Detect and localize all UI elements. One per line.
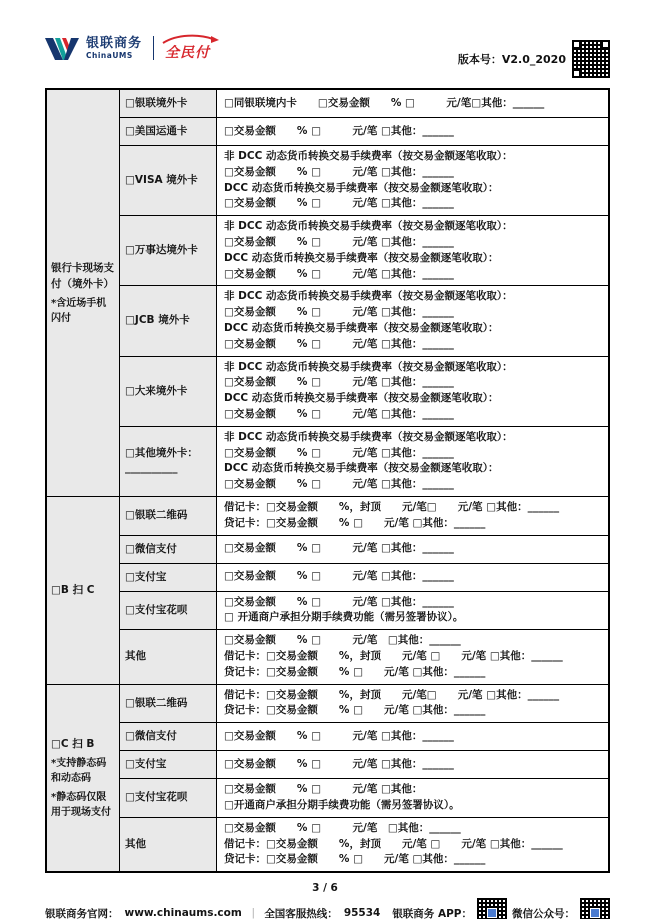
chinaums-logo-icon <box>45 35 79 61</box>
section-label-cell <box>47 90 120 496</box>
fee-row <box>120 497 608 535</box>
brand-lockup <box>45 34 210 62</box>
fee-row <box>120 356 608 426</box>
fee-line: □交易金额 % □ 元/笔 □其他：______ <box>224 595 454 608</box>
fee-detail-cell <box>217 146 608 215</box>
fee-row <box>120 90 608 117</box>
fee-row <box>120 750 608 778</box>
fee-line: 借记卡：□交易金额 %，封顶 元/笔□ 元/笔 □其他：______ <box>224 500 560 513</box>
fee-line: □交易金额 % □ 元/笔 □其他：______ <box>224 165 454 178</box>
fee-row <box>120 778 608 817</box>
fee-line: □交易金额 % □ 元/笔 □其他：______ <box>224 376 454 389</box>
fee-line: □ 开通商户承担分期手续费功能（需另签署协议）。 <box>224 611 464 624</box>
section-rows <box>120 90 608 496</box>
card-type-label: □银联二维码 <box>125 696 188 709</box>
fee-line: 借记卡：□交易金额 %，封顶 元/笔 □ 元/笔 □其他：______ <box>224 837 563 850</box>
fee-line: □交易金额 % □ 元/笔 □其他：______ <box>224 821 461 834</box>
header-right <box>458 40 610 78</box>
website-url: www.chinaums.com <box>124 907 242 919</box>
fee-line: □同银联境内卡 □交易金额 % □ 元/笔□其他：______ <box>224 96 545 109</box>
page-footer <box>0 894 650 919</box>
footer-divider: ｜ <box>247 907 259 919</box>
website-label: 银联商务官网： <box>45 907 119 919</box>
card-type-cell <box>120 118 217 145</box>
fee-row <box>120 591 608 630</box>
card-type-label: □支付宝花呗 <box>125 603 188 616</box>
brand-name-en: ChinaUMS <box>86 50 133 60</box>
card-type-cell <box>120 685 217 723</box>
fee-row <box>120 722 608 750</box>
section-rows <box>120 685 608 872</box>
card-type-cell <box>120 779 217 817</box>
section-title: 银行卡现场支付（境外卡） <box>51 261 114 290</box>
app-qr-code-icon <box>477 898 507 919</box>
fee-detail-cell <box>217 536 608 563</box>
fee-detail-cell <box>217 118 608 145</box>
fee-line: 贷记卡：□交易金额 % □ 元/笔 □其他：______ <box>224 665 486 678</box>
version-label: 版本号：V2.0_2020 <box>457 53 566 66</box>
fee-detail-cell <box>217 286 608 355</box>
hotline-number: 95534 <box>343 907 381 919</box>
card-type-cell <box>120 146 217 215</box>
section-note: *静态码仅限用于现场支付 <box>51 791 111 818</box>
fee-line: 非 DCC 动态货币转换交易手续费率（按交易金额逐笔收取）： <box>224 430 513 443</box>
fee-line: □交易金额 % □ 元/笔 □其他：______ <box>224 757 454 770</box>
fee-line: □交易金额 % □ 元/笔 □其他：______ <box>224 124 454 137</box>
quanminfu-swoosh-icon <box>161 34 219 44</box>
section-label-cell <box>47 497 120 684</box>
fee-line: 贷记卡：□交易金额 % □ 元/笔 □其他：______ <box>224 704 486 717</box>
section-bank-card-onsite-overseas <box>47 90 608 496</box>
card-type-label: 其他 <box>125 650 146 663</box>
fee-detail-cell <box>217 357 608 426</box>
fee-detail-cell <box>217 592 608 630</box>
section-label-cell <box>47 685 120 872</box>
hotline-label: 全国客服热线： <box>264 907 338 919</box>
card-type-cell <box>120 818 217 871</box>
fee-line: DCC 动态货币转换交易手续费率（按交易金额逐笔收取）： <box>224 251 499 264</box>
card-type-label: □微信支付 <box>125 730 177 743</box>
footer-contact <box>45 906 380 919</box>
fee-line: DCC 动态货币转换交易手续费率（按交易金额逐笔收取）： <box>224 321 499 334</box>
fee-row <box>120 685 608 723</box>
section-c-scan-b <box>47 684 608 872</box>
fee-detail-cell <box>217 427 608 496</box>
fee-detail-cell <box>217 685 608 723</box>
wechat-qr-label: 微信公众号： <box>512 907 575 919</box>
footer-qrcodes <box>392 898 610 919</box>
fee-line: □交易金额 % □ 元/笔 □其他： <box>224 783 423 796</box>
fee-line: 贷记卡：□交易金额 % □ 元/笔 □其他：______ <box>224 516 486 529</box>
card-type-cell <box>120 630 217 683</box>
fee-row <box>120 145 608 215</box>
fee-line: □交易金额 % □ 元/笔 □其他：______ <box>224 542 454 555</box>
section-rows <box>120 497 608 684</box>
section-title: □B 扫 C <box>51 584 95 597</box>
app-qr-label: 银联商务 APP： <box>392 907 472 919</box>
card-type-label: 其他 <box>125 837 146 850</box>
card-type-cell <box>120 751 217 778</box>
card-type-cell <box>120 723 217 750</box>
section-note: *含近场手机闪付 <box>51 297 107 324</box>
brand-text <box>86 37 142 60</box>
fee-detail-cell <box>217 90 608 117</box>
fee-line: □交易金额 % □ 元/笔 □其他：______ <box>224 267 454 280</box>
fee-line: □交易金额 % □ 元/笔 □其他：______ <box>224 570 454 583</box>
fee-line: 非 DCC 动态货币转换交易手续费率（按交易金额逐笔收取）： <box>224 220 513 233</box>
fee-line: DCC 动态货币转换交易手续费率（按交易金额逐笔收取）： <box>224 462 499 475</box>
fee-line: □交易金额 % □ 元/笔 □其他：______ <box>224 337 454 350</box>
card-type-label: □万事达境外卡 <box>125 244 198 257</box>
page-number: 3 / 6 <box>312 882 338 895</box>
card-type-label: __________ <box>125 462 178 475</box>
fee-row <box>120 629 608 683</box>
card-type-label: □其他境外卡： <box>125 447 198 460</box>
section-note: *支持静态码和动态码 <box>51 757 107 784</box>
fee-line: 非 DCC 动态货币转换交易手续费率（按交易金额逐笔收取）： <box>224 290 513 303</box>
quanminfu-logo <box>165 34 210 62</box>
card-type-cell <box>120 357 217 426</box>
card-type-label: □微信支付 <box>125 542 177 555</box>
fee-line: DCC 动态货币转换交易手续费率（按交易金额逐笔收取）： <box>224 181 499 194</box>
wechat-qr-code-icon <box>580 898 610 919</box>
card-type-label: □银联境外卡 <box>125 97 188 109</box>
card-type-cell <box>120 592 217 630</box>
fee-row <box>120 535 608 563</box>
fee-row <box>120 563 608 591</box>
fee-detail-cell <box>217 630 608 683</box>
card-type-cell <box>120 427 217 496</box>
fee-detail-cell <box>217 751 608 778</box>
fee-row <box>120 215 608 285</box>
card-type-label: □JCB 境外卡 <box>125 314 190 327</box>
card-type-label: □银联二维码 <box>125 509 188 522</box>
fee-line: □交易金额 % □ 元/笔 □其他：______ <box>224 197 454 210</box>
quanminfu-label: 全民付 <box>165 45 211 61</box>
fee-line: 非 DCC 动态货币转换交易手续费率（按交易金额逐笔收取）： <box>224 360 513 373</box>
card-type-cell <box>120 216 217 285</box>
page-header <box>0 0 650 78</box>
card-type-cell <box>120 286 217 355</box>
fee-detail-cell <box>217 723 608 750</box>
fee-line: 借记卡：□交易金额 %，封顶 元/笔□ 元/笔 □其他：______ <box>224 688 560 701</box>
fee-line: 非 DCC 动态货币转换交易手续费率（按交易金额逐笔收取）： <box>224 150 513 162</box>
fee-row <box>120 117 608 145</box>
card-type-cell <box>120 564 217 591</box>
fee-line: 借记卡：□交易金额 %，封顶 元/笔 □ 元/笔 □其他：______ <box>224 649 563 662</box>
fee-detail-cell <box>217 216 608 285</box>
brand-separator <box>153 36 154 60</box>
section-b-scan-c <box>47 496 608 684</box>
fee-detail-cell <box>217 779 608 817</box>
card-type-label: □支付宝花呗 <box>125 791 188 804</box>
card-type-label: □美国运通卡 <box>125 125 188 137</box>
fee-line: □交易金额 % □ 元/笔 □其他：______ <box>224 478 454 491</box>
fee-line: □交易金额 % □ 元/笔 □其他：______ <box>224 407 454 420</box>
fee-line: DCC 动态货币转换交易手续费率（按交易金额逐笔收取）： <box>224 392 499 405</box>
fee-detail-cell <box>217 818 608 871</box>
card-type-label: □支付宝 <box>125 758 167 771</box>
fee-line: □交易金额 % □ 元/笔 □其他：______ <box>224 306 454 319</box>
brand-name-cn: 银联商务 <box>86 35 143 51</box>
fee-row <box>120 426 608 496</box>
fee-row <box>120 817 608 871</box>
card-type-cell <box>120 497 217 535</box>
fee-line: □开通商户承担分期手续费功能（需另签署协议）。 <box>224 798 460 811</box>
fee-detail-cell <box>217 564 608 591</box>
fee-line: 贷记卡：□交易金额 % □ 元/笔 □其他：______ <box>224 853 486 866</box>
fee-line: □交易金额 % □ 元/笔 □其他：______ <box>224 446 454 459</box>
card-type-cell <box>120 90 217 117</box>
card-type-label: □大来境外卡 <box>125 384 188 397</box>
fee-line: □交易金额 % □ 元/笔 □其他：______ <box>224 235 454 248</box>
fee-detail-cell <box>217 497 608 535</box>
fee-line: □交易金额 % □ 元/笔 □其他：______ <box>224 729 454 742</box>
fee-rate-table <box>45 88 610 873</box>
fee-row <box>120 285 608 355</box>
card-type-label: □支付宝 <box>125 570 167 583</box>
version-qr-code-icon <box>572 40 610 78</box>
card-type-cell <box>120 536 217 563</box>
fee-line: □交易金额 % □ 元/笔 □其他：______ <box>224 634 461 647</box>
card-type-label: □VISA 境外卡 <box>125 174 198 187</box>
section-title: □C 扫 B <box>51 737 95 750</box>
